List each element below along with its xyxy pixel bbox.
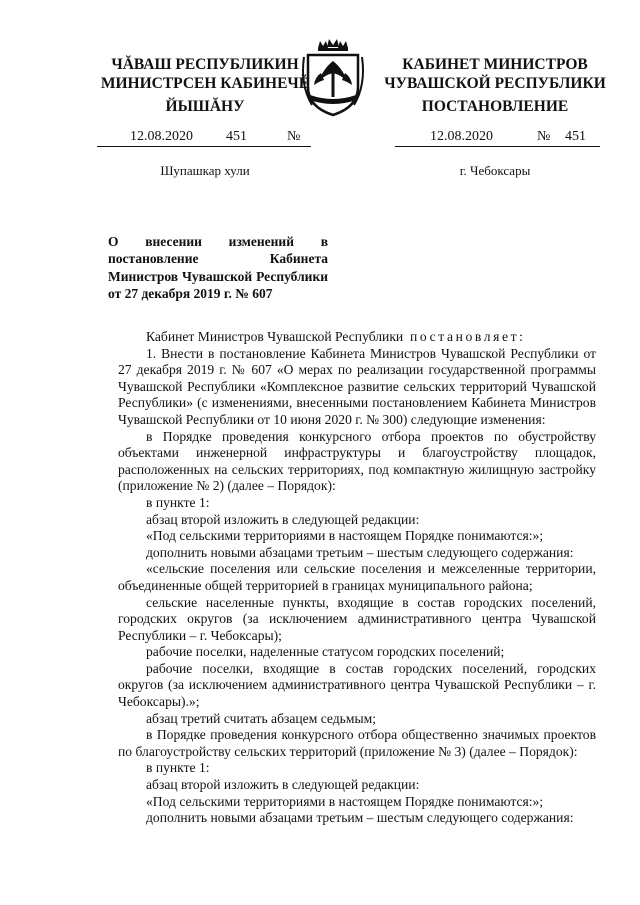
body-paragraph: рабочие поселки, наделенные статусом городских поселений; <box>146 644 505 660</box>
body-paragraph: дополнить новыми абзацами третьим – шестым следующего содержания: <box>146 810 574 826</box>
left-org-line2: МИНИСТРСЕН КАБИНЕЧĔ <box>100 75 310 92</box>
right-number: 451 <box>565 129 586 144</box>
left-city: Шупашкар хули <box>160 163 250 178</box>
body-paragraph: «Под сельскими территориями в настоящем Порядке понимаются:»; <box>146 793 544 809</box>
body-paragraph: «Под сельскими территориями в настоящем Порядке понимаются:»; <box>146 528 544 544</box>
right-date: 12.08.2020 <box>430 129 493 144</box>
intro-decides: постановляет: <box>410 329 526 344</box>
left-date: 12.08.2020 <box>130 129 193 144</box>
body-paragraph: в Порядке проведения конкурсного отбора проектов по обустройству объектами инженерной инфраструктуры и благоустройству площадок, расположенных на сельских территориях, под компактную жилищную застройку (приложение № 2) (далее – Порядок): <box>118 428 596 494</box>
intro-paragraph <box>118 329 596 346</box>
left-number-sign: № <box>287 129 301 144</box>
body-paragraph: абзац второй изложить в следующей редакции: <box>146 511 420 527</box>
intro-lead: Кабинет Министров Чувашской Республики <box>146 329 404 344</box>
body-paragraph: в пункте 1: <box>146 760 210 776</box>
right-org-line1: КАБИНЕТ МИНИСТРОВ <box>402 56 588 73</box>
right-org-line2: ЧУВАШСКОЙ РЕСПУБЛИКИ <box>384 75 606 92</box>
left-org-line1: ЧĂВАШ РЕСПУБЛИКИН <box>111 56 299 73</box>
document-body <box>118 329 596 827</box>
body-paragraph: абзац третий считать абзацем седьмым; <box>146 710 376 726</box>
coat-of-arms-icon <box>298 37 368 119</box>
emblem-tree <box>314 61 352 97</box>
body-paragraph: в пункте 1: <box>146 494 210 510</box>
emblem-crown <box>318 39 348 51</box>
left-doc-type: ЙЫШĂНУ <box>165 98 245 115</box>
body-paragraph: «сельские поселения или сельские поселения и межселенные территории, объединенные общей территорией в границах муниципального района; <box>118 561 596 593</box>
body-paragraph: абзац второй изложить в следующей редакции: <box>146 777 420 793</box>
right-org-name <box>380 55 610 93</box>
body-paragraph: сельские населенные пункты, входящие в состав городских поселений, городских округов (за исключением административного центра Чувашской Республики – г. Чебоксары); <box>118 594 596 643</box>
right-city: г. Чебоксары <box>459 163 531 178</box>
document-subject: О внесении изменений в постановление Кабинета Министров Чувашской Республики от 27 декабря 2019 г. № 607 <box>108 234 328 302</box>
right-number-line <box>395 129 600 147</box>
body-paragraph: рабочие поселки, входящие в состав городских поселений, городских округов (за исключением административного центра Чувашской Республики – г. Чебоксары).»; <box>118 660 596 710</box>
left-org-name <box>95 55 315 93</box>
left-number-line <box>97 129 311 147</box>
left-number: 451 <box>226 129 247 144</box>
body-paragraph: 1. Внести в постановление Кабинета Министров Чувашской Республики от 27 декабря 2019 г. № 607 «О мерах по реализации государственной программы Чувашской Республики «Комплексное развитие сельских территорий Чувашской Республики» (с изменениями, внесенными постановлением Кабинета Министров Чувашской Республики от 10 июня 2020 г. № 300) следующие изменения: <box>118 345 596 427</box>
right-doc-type: ПОСТАНОВЛЕНИЕ <box>421 98 569 115</box>
body-paragraph: дополнить новыми абзацами третьим – шестым следующего содержания: <box>146 544 574 560</box>
right-number-sign: № <box>537 129 551 144</box>
body-paragraph: в Порядке проведения конкурсного отбора общественно значимых проектов по благоустройству сельских территорий (приложение № 3) (далее – Порядок): <box>118 727 596 759</box>
